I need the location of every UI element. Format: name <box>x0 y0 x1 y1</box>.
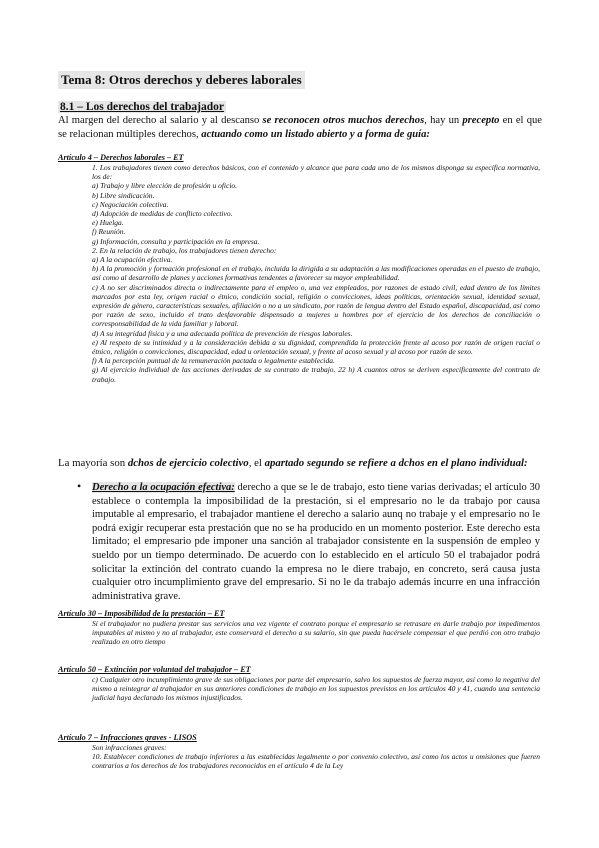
art4-line: b) A la promoción y formación profesional en el trabajo, incluida la dirigida a su adaptación a las modificaciones operadas en el puesto de trabajo, así como al desarrollo de planes y acciones formativas tendentes a favorecer su mayor empleabilidad. <box>92 264 540 283</box>
art7-heading: Artículo 7 – Infracciones graves - LISOS <box>58 733 197 742</box>
section-heading: 8.1 – Los derechos del trabajador <box>60 101 224 113</box>
art7-quote <box>92 743 540 771</box>
art4-heading: Artículo 4 – Derechos laborales – ET <box>58 153 184 162</box>
mayoria-text-a: La mayoría son <box>58 457 128 469</box>
art30-heading: Artículo 30 – Imposibilidad de la prestación – ET <box>58 609 225 618</box>
bullet-text: derecho a que se le de trabajo, esto tiene varias derivadas; el artículo 30 establece o contempla la imposibilidad de la prestación, si el empresario no le da trabajo por causa imputable al empresario, el trabajador mantiene el derecho a salario aunq no trabaje y el empresario no le podrá exigir recuperar esta prestación que no se ha producido en un momento posterior. Este derecho esta limitado; el empresario pde imponer una sanción al trabajador consistente en la suspensión de empleo y sueldo por un tiempo determinado. De acuerdo con lo establecido en el artículo 50 el trabajador podrá solicitar la extinción del contrato cuando la empresa no le diere trabajo, en concreto, será causa justa cualquier otro incumplimiento grave del empresario. Si no le da trabajo además incurre en una infracción administrativa grave. <box>92 482 541 602</box>
mayoria-text-c: , el <box>248 457 265 469</box>
art4-line: d) Adopción de medidas de conflicto colectivo. <box>92 209 233 219</box>
art7-line: Son infracciones graves: <box>92 743 167 752</box>
art4-line: e) Al respeto de su intimidad y a la consideración debida a su dignidad, comprendida la protección frente al acoso por razón de origen racial o étnico, religión o convicciones, discapacidad, edad u orientación sexual, y frente al acoso sexual y al acoso por razón de sexo. <box>92 337 540 357</box>
art7-line: 10. Establecer condiciones de trabajo inferiores a las establecidas legalmente o por convenio colectivo, así como los actos u omisiones que fueren contrarios a los derechos de los trabajadores reconocidos en el artículo 4 de la Ley <box>92 752 540 771</box>
bullet-paragraph <box>92 481 540 603</box>
art4-line: f) Reunión. <box>92 227 126 237</box>
intro-text-a: Al margen del derecho al salario y al descanso <box>58 115 263 126</box>
art4-line: a) A la ocupación efectiva. <box>92 255 173 265</box>
mayoria-text-b: dchos de ejercicio colectivo <box>127 457 249 469</box>
art4-line: e) Huelga. <box>92 218 124 228</box>
art4-line: f) A la percepción puntual de la remuneración pactada o legalmente establecida. <box>92 356 335 366</box>
art30-quote: Si el trabajador no pudiera prestar sus servicios una vez vigente el contrato porque el empresario se retrasare en darle trabajo por impedimentos imputables al mismo y no al trabajador, este conservará el derecho a su salario, sin que pueda hacérsele compensar el que perdió con otro trabajo realizado en otro tiempo <box>92 619 540 647</box>
intro-text-e: en el que se relacionan múltiples derechos, <box>58 115 542 140</box>
intro-text-d: precepto <box>462 115 500 126</box>
intro-text-f: actuando como un listado abierto y a forma de guía: <box>201 128 430 140</box>
art4-line: c) A no ser discriminados directa o indirectamente para el empleo o, una vez empleados, por razones de estado civil, edad dentro de los límites marcados por esta ley, origen racial o étnico, condición social, religión o convicciones, ideas políticas, orientación sexual, identidad sexual, expresión de género, características sexuales, afiliación o no a un sindicato, por razón de lengua dentro del Estado español, discapacidad, así como por razón de sexo, incluido el trato desfavorable dispensado a mujeres u hombres por el ejercicio de los derechos de conciliación o corresponsabilidad de la vida familiar y laboral. <box>92 282 540 329</box>
art4-line: b) Libre sindicación. <box>92 190 155 200</box>
page-title: Tema 8: Otros derechos y deberes laborales <box>58 71 305 89</box>
art4-line: 1. Los trabajadores tienen como derechos básicos, con el contenido y alcance que para cada uno de los mismos disponga su específica normativa, los de: <box>92 163 540 182</box>
bullet-term: Derecho a la ocupación efectiva: <box>92 482 235 493</box>
bullet-icon: • <box>77 479 82 493</box>
art4-line: 2. En la relación de trabajo, los trabajadores tienen derecho: <box>92 245 277 255</box>
art50-heading: Artículo 50 – Extinción por voluntad del trabajador – ET <box>58 665 251 674</box>
intro-text-c: , hay un <box>424 115 463 126</box>
art4-line: a) Trabajo y libre elección de profesión u oficio. <box>92 181 238 191</box>
art4-quote <box>92 163 540 384</box>
art4-line: c) Negociación colectiva. <box>92 199 169 209</box>
intro-paragraph <box>58 114 542 141</box>
mayoria-paragraph <box>58 457 542 471</box>
intro-text-b: se reconocen otros muchos derechos <box>262 115 425 126</box>
art4-line: d) A su integridad física y a una adecuada política de prevención de riesgos laborales. <box>92 328 353 338</box>
art50-quote: c) Cualquier otro incumplimiento grave de sus obligaciones por parte del empresario, salvo los supuestos de fuerza mayor, así como la negativa del mismo a reintegrar al trabajador en sus anteriores condiciones de trabajo en los supuestos previstos en los artículos 40 y 41, cuando una sentencia judicial haya declarado los mismos injustificados. <box>92 675 540 703</box>
art4-line: g) Al ejercicio individual de las acciones derivadas de su contrato de trabajo. 22 h) A cuantos otros se deriven específicamente del contrato de trabajo. <box>92 365 540 384</box>
art4-line: g) Información, consulta y participación en la empresa. <box>92 236 260 246</box>
mayoria-text-d: apartado segundo se refiere a dchos en el plano individual: <box>264 457 528 469</box>
